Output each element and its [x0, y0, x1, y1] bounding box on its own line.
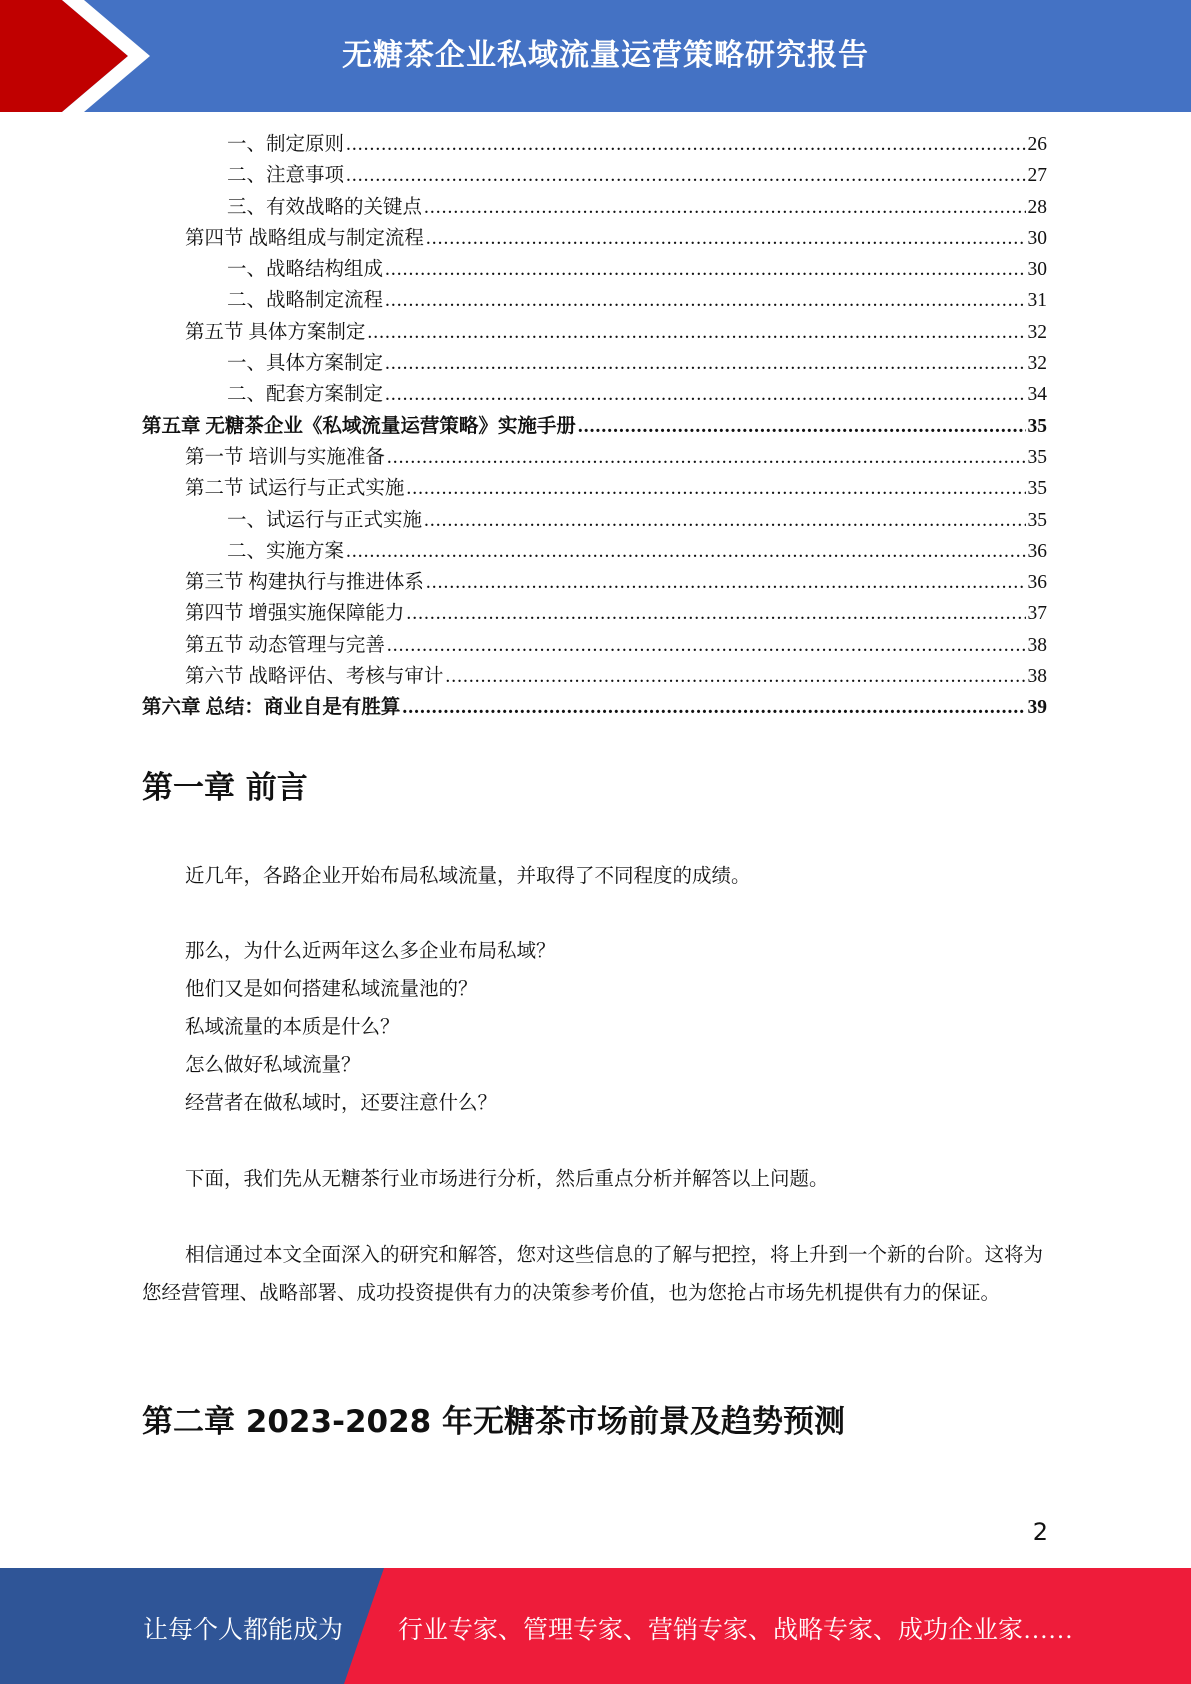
- toc-entry-label: 二、实施方案: [227, 540, 345, 562]
- toc-leader-dots: [426, 228, 1026, 250]
- question-item: 经营者在做私域时，还要注意什么？: [185, 1093, 498, 1114]
- toc-entry-label: 第四节 战略组成与制定流程: [185, 227, 424, 249]
- question-item: 那么，为什么近两年这么多企业布局私域？: [185, 941, 556, 962]
- toc-entry[interactable]: [142, 253, 1047, 284]
- toc-entry-page: 35: [1027, 446, 1047, 468]
- toc-entry[interactable]: [142, 316, 1047, 347]
- toc-entry[interactable]: [142, 472, 1047, 503]
- toc-entry-label: 第二节 试运行与正式实施: [185, 478, 405, 500]
- toc-entry-page: 32: [1027, 353, 1047, 375]
- toc-entry[interactable]: [142, 347, 1047, 378]
- toc-entry-page: 36: [1027, 540, 1047, 562]
- toc-entry[interactable]: [142, 378, 1047, 409]
- toc-entry-label: 第六章 总结：商业自是有胜算: [142, 697, 401, 719]
- question-list: [142, 933, 1047, 1123]
- toc-entry-page: 38: [1027, 634, 1047, 656]
- toc-entry[interactable]: [142, 222, 1047, 253]
- toc-leader-dots: [385, 290, 1025, 312]
- toc-leader-dots: [426, 572, 1026, 594]
- toc-entry-label: 一、试运行与正式实施: [227, 509, 423, 531]
- toc-leader-dots: [385, 384, 1025, 406]
- toc-entry-page: 30: [1027, 227, 1047, 249]
- toc-entry-page: 34: [1027, 384, 1047, 406]
- toc-entry-page: 35: [1027, 478, 1047, 500]
- toc-entry-label: 第四节 增强实施保障能力: [185, 603, 405, 625]
- toc-leader-dots: [387, 447, 1026, 469]
- toc-entry-label: 第五节 动态管理与完善: [185, 634, 385, 656]
- toc-entry-page: 30: [1027, 259, 1047, 281]
- toc-entry-page: 35: [1027, 509, 1047, 531]
- toc-entry-page: 36: [1027, 572, 1047, 594]
- report-title: 无糖茶企业私域流量运营策略研究报告: [342, 38, 869, 73]
- toc-entry[interactable]: [142, 284, 1047, 315]
- chapter1-heading: 第一章 前言: [142, 770, 308, 806]
- toc-entry-label: 第三节 构建执行与推进体系: [185, 572, 424, 594]
- toc-entry[interactable]: [142, 410, 1047, 441]
- question-item: 私域流量的本质是什么？: [185, 1017, 400, 1038]
- toc-entry[interactable]: [142, 535, 1047, 566]
- chapter1-para3: 相信通过本文全面深入的研究和解答，您对这些信息的了解与把控，将上升到一个新的台阶。这将为您经营管理、战略部署、成功投资提供有力的决策参考价值，也为您抢占市场先机提供有力的保证。: [142, 1245, 1044, 1304]
- page-header: [0, 0, 1191, 112]
- chapter1-intro: 近几年，各路企业开始布局私域流量，并取得了不同程度的成绩。: [185, 866, 751, 887]
- toc-entry-page: 32: [1027, 321, 1047, 343]
- toc-leader-dots: [406, 478, 1025, 500]
- footer-slogan-left: 让每个人都能成为: [143, 1617, 344, 1644]
- toc-entry[interactable]: [142, 566, 1047, 597]
- toc-leader-dots: [424, 197, 1025, 219]
- toc-entry-label: 二、配套方案制定: [227, 384, 384, 406]
- toc-leader-dots: [387, 635, 1026, 657]
- toc-entry-label: 一、具体方案制定: [227, 353, 384, 375]
- toc-leader-dots: [424, 510, 1025, 532]
- toc-leader-dots: [385, 353, 1025, 375]
- toc-entry-label: 第五章 无糖茶企业《私域流量运营策略》实施手册: [142, 415, 576, 437]
- toc-entry[interactable]: [142, 159, 1047, 190]
- toc-entry[interactable]: [142, 660, 1047, 691]
- toc-entry-page: 35: [1027, 415, 1047, 437]
- toc-entry-page: 28: [1027, 196, 1047, 218]
- toc-entry-page: 39: [1027, 697, 1047, 719]
- toc-entry[interactable]: [142, 504, 1047, 535]
- toc-leader-dots: [445, 666, 1025, 688]
- toc-leader-dots: [402, 697, 1025, 719]
- toc-entry[interactable]: [142, 128, 1047, 159]
- toc-entry-label: 第五节 具体方案制定: [185, 321, 366, 343]
- toc-entry[interactable]: [142, 629, 1047, 660]
- page-number: 2: [1032, 1518, 1048, 1546]
- toc-entry-label: 第六节 战略评估、考核与审计: [185, 666, 444, 688]
- table-of-contents: [142, 128, 1047, 723]
- question-item: 他们又是如何搭建私域流量池的？: [185, 979, 478, 1000]
- toc-leader-dots: [346, 134, 1025, 156]
- toc-entry-page: 26: [1027, 134, 1047, 155]
- toc-entry-label: 一、制定原则: [227, 134, 345, 155]
- toc-entry[interactable]: [142, 191, 1047, 222]
- toc-entry-label: 一、战略结构组成: [227, 259, 384, 281]
- page-footer: [0, 1568, 1191, 1684]
- toc-leader-dots: [578, 416, 1026, 438]
- toc-leader-dots: [346, 165, 1025, 187]
- toc-entry-page: 37: [1027, 603, 1047, 625]
- question-item: 怎么做好私域流量？: [185, 1055, 361, 1076]
- toc-leader-dots: [385, 259, 1025, 281]
- toc-entry-page: 27: [1027, 165, 1047, 187]
- chapter2-heading: 第二章 2023-2028 年无糖茶市场前景及趋势预测: [142, 1404, 846, 1440]
- chapter1-para2: 下面，我们先从无糖茶行业市场进行分析，然后重点分析并解答以上问题。: [185, 1169, 829, 1190]
- toc-entry-page: 31: [1027, 290, 1047, 312]
- toc-leader-dots: [406, 603, 1025, 625]
- toc-leader-dots: [346, 541, 1025, 563]
- footer-slogan-right: 行业专家、管理专家、营销专家、战略专家、成功企业家……: [398, 1617, 1074, 1644]
- toc-entry[interactable]: [142, 441, 1047, 472]
- toc-entry-label: 三、有效战略的关键点: [227, 196, 423, 218]
- toc-entry-page: 38: [1027, 666, 1047, 688]
- toc-leader-dots: [367, 322, 1025, 344]
- toc-entry-label: 第一节 培训与实施准备: [185, 446, 385, 468]
- toc-entry-label: 二、战略制定流程: [227, 290, 384, 312]
- toc-entry[interactable]: [142, 691, 1047, 722]
- toc-entry[interactable]: [142, 597, 1047, 628]
- toc-entry-label: 二、注意事项: [227, 165, 345, 187]
